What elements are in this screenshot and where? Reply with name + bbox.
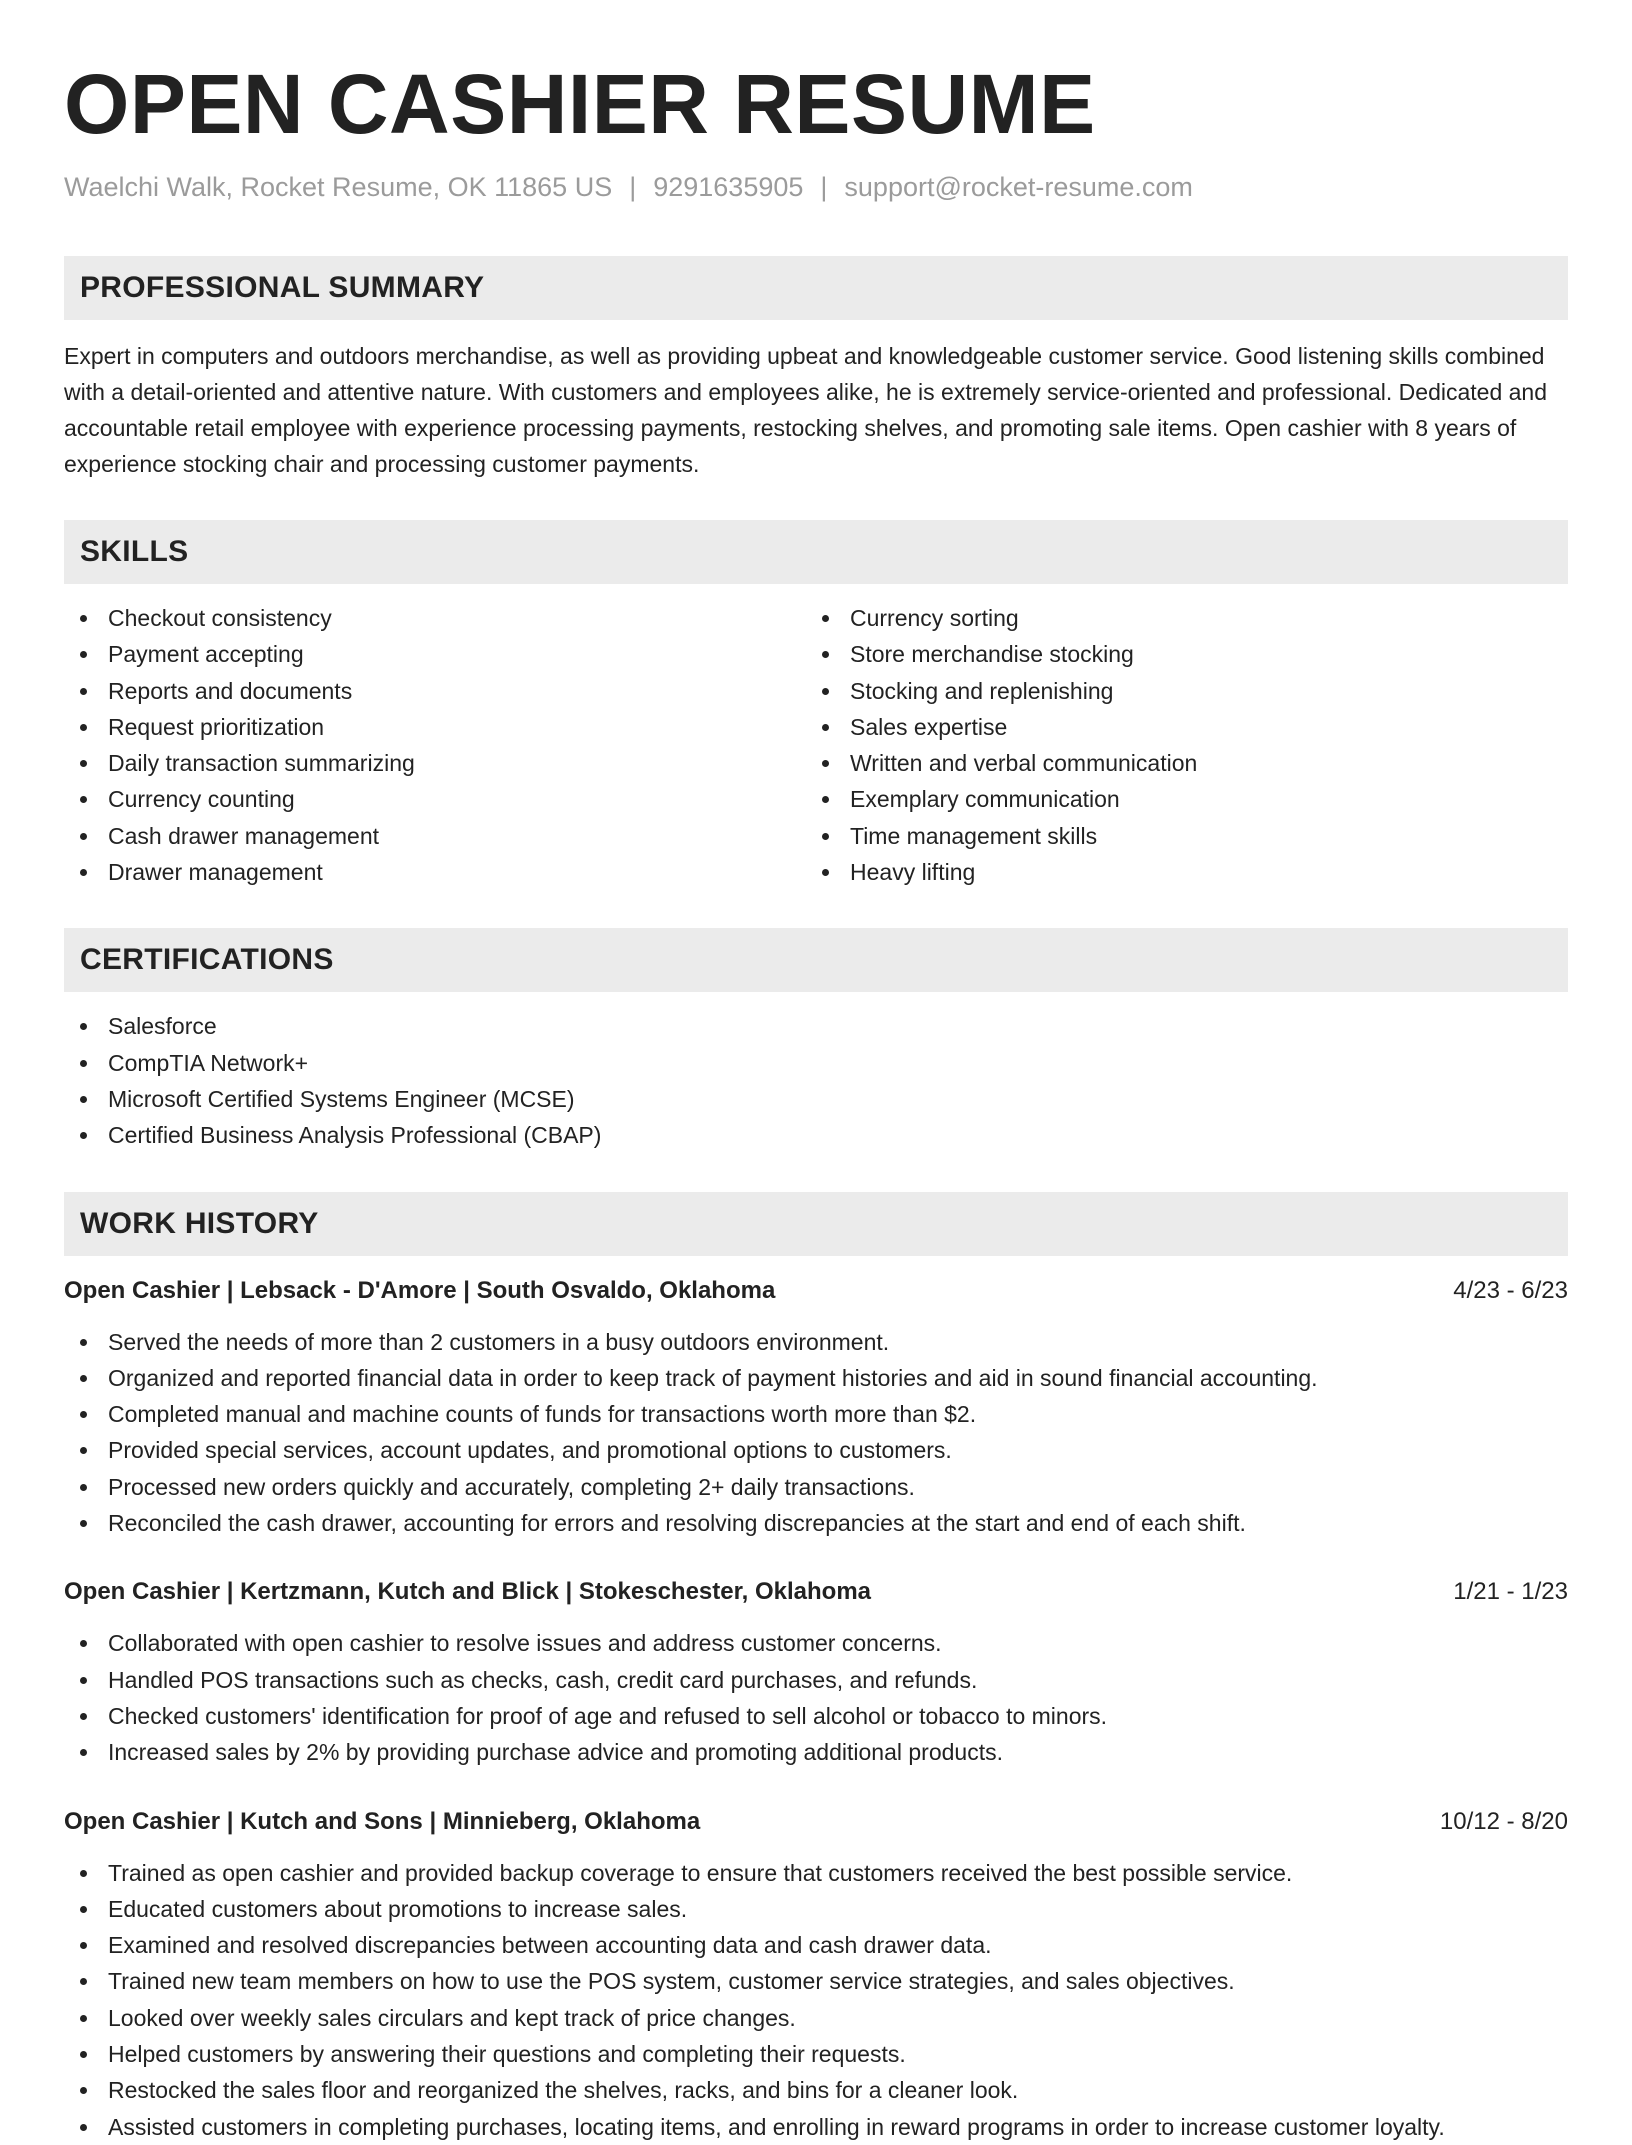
job-entry	[64, 1274, 1568, 1542]
contact-phone: 9291635905	[653, 172, 804, 202]
skill-item: Daily transaction summarizing	[64, 745, 806, 781]
skills-list	[64, 600, 1568, 890]
job-duty-item: Looked over weekly sales circulars and kept track of price changes.	[64, 2000, 1568, 2036]
certification-item: Salesforce	[64, 1008, 1568, 1044]
job-duty-item: Restocked the sales floor and reorganized the shelves, racks, and bins for a cleaner look.	[64, 2072, 1568, 2108]
skill-item: Stocking and replenishing	[806, 673, 1548, 709]
job-dates: 1/21 - 1/23	[1453, 1578, 1568, 1606]
certification-item: Microsoft Certified Systems Engineer (MCSE)	[64, 1081, 1568, 1117]
job-duties	[64, 1324, 1568, 1542]
certifications-list	[64, 1008, 1568, 1153]
job-header	[64, 1274, 1568, 1308]
job-duties	[64, 1855, 1568, 2145]
job-duty-item: Organized and reported financial data in order to keep track of payment histories and aid in sound financial accounting.	[64, 1360, 1568, 1396]
skill-item: Written and verbal communication	[806, 745, 1548, 781]
skill-item: Time management skills	[806, 818, 1548, 854]
contact-line	[64, 170, 1568, 204]
certification-item: CompTIA Network+	[64, 1045, 1568, 1081]
skill-item: Payment accepting	[64, 636, 806, 672]
section-heading-skills: SKILLS	[64, 520, 1568, 584]
job-entry	[64, 1575, 1568, 1770]
skill-item: Currency sorting	[806, 600, 1548, 636]
job-duty-item: Reconciled the cash drawer, accounting for errors and resolving discrepancies at the start and end of each shift.	[64, 1505, 1568, 1541]
skill-item: Drawer management	[64, 854, 806, 890]
contact-address: Waelchi Walk, Rocket Resume, OK 11865 US	[64, 172, 613, 202]
section-heading-work-history: WORK HISTORY	[64, 1192, 1568, 1256]
contact-email: support@rocket-resume.com	[844, 172, 1193, 202]
job-title: Open Cashier | Kertzmann, Kutch and Blick | Stokeschester, Oklahoma	[64, 1578, 871, 1606]
skill-item: Request prioritization	[64, 709, 806, 745]
summary-text: Expert in computers and outdoors merchandise, as well as providing upbeat and knowledgeable customer service. Good listening skills combined with a detail-oriented and attentive nature. With customers and employees alike, he is extremely service-oriented and professional. Dedicated and accountable retail employee with experience processing payments, restocking shelves, and promoting sale items. Open cashier with 8 years of experience stocking chair and processing customer payments.	[64, 343, 1548, 477]
job-duties	[64, 1625, 1568, 1770]
skills-left-list	[64, 600, 806, 890]
job-duty-item: Examined and resolved discrepancies between accounting data and cash drawer data.	[64, 1927, 1568, 1963]
resume-page	[64, 0, 1568, 2145]
job-duty-item: Completed manual and machine counts of funds for transactions worth more than $2.	[64, 1396, 1568, 1432]
contact-separator: |	[629, 172, 637, 202]
skill-item: Checkout consistency	[64, 600, 806, 636]
skill-item: Store merchandise stocking	[806, 636, 1548, 672]
job-duty-item: Handled POS transactions such as checks, cash, credit card purchases, and refunds.	[64, 1662, 1568, 1698]
job-duty-item: Provided special services, account updates, and promotional options to customers.	[64, 1432, 1568, 1468]
certifications-items	[64, 1008, 1568, 1153]
job-title: Open Cashier | Lebsack - D'Amore | South Osvaldo, Oklahoma	[64, 1276, 776, 1304]
job-duty-item: Trained as open cashier and provided backup coverage to ensure that customers received the best possible service.	[64, 1855, 1568, 1891]
job-duty-item: Helped customers by answering their questions and completing their requests.	[64, 2036, 1568, 2072]
skill-item: Reports and documents	[64, 673, 806, 709]
job-duty-item: Served the needs of more than 2 customers in a busy outdoors environment.	[64, 1324, 1568, 1360]
job-header	[64, 1575, 1568, 1609]
skill-item: Exemplary communication	[806, 781, 1548, 817]
job-duty-item: Assisted customers in completing purchases, locating items, and enrolling in reward programs in order to increase customer loyalty.	[64, 2109, 1568, 2145]
job-duty-item: Checked customers' identification for proof of age and refused to sell alcohol or tobacco to minors.	[64, 1698, 1568, 1734]
job-duty-item: Trained new team members on how to use the POS system, customer service strategies, and sales objectives.	[64, 1963, 1568, 1999]
contact-separator: |	[820, 172, 828, 202]
skill-item: Sales expertise	[806, 709, 1548, 745]
resume-title: OPEN CASHIER RESUME	[64, 57, 1096, 151]
skills-right-list	[806, 600, 1548, 890]
job-title: Open Cashier | Kutch and Sons | Minnieberg, Oklahoma	[64, 1807, 701, 1835]
job-duty-item: Educated customers about promotions to increase sales.	[64, 1891, 1568, 1927]
skills-column-right	[806, 600, 1548, 890]
skills-column-left	[64, 600, 806, 890]
job-entry	[64, 1805, 1568, 2145]
job-duty-item: Processed new orders quickly and accurately, completing 2+ daily transactions.	[64, 1469, 1568, 1505]
section-heading-summary: PROFESSIONAL SUMMARY	[64, 256, 1568, 320]
job-duty-item: Increased sales by 2% by providing purchase advice and promoting additional products.	[64, 1734, 1568, 1770]
skill-item: Currency counting	[64, 781, 806, 817]
certification-item: Certified Business Analysis Professional (CBAP)	[64, 1117, 1568, 1153]
job-dates: 4/23 - 6/23	[1453, 1276, 1568, 1304]
skill-item: Cash drawer management	[64, 818, 806, 854]
job-duty-item: Collaborated with open cashier to resolve issues and address customer concerns.	[64, 1625, 1568, 1661]
skill-item: Heavy lifting	[806, 854, 1548, 890]
job-dates: 10/12 - 8/20	[1439, 1807, 1568, 1835]
job-header	[64, 1805, 1568, 1839]
section-heading-certifications: CERTIFICATIONS	[64, 928, 1568, 992]
